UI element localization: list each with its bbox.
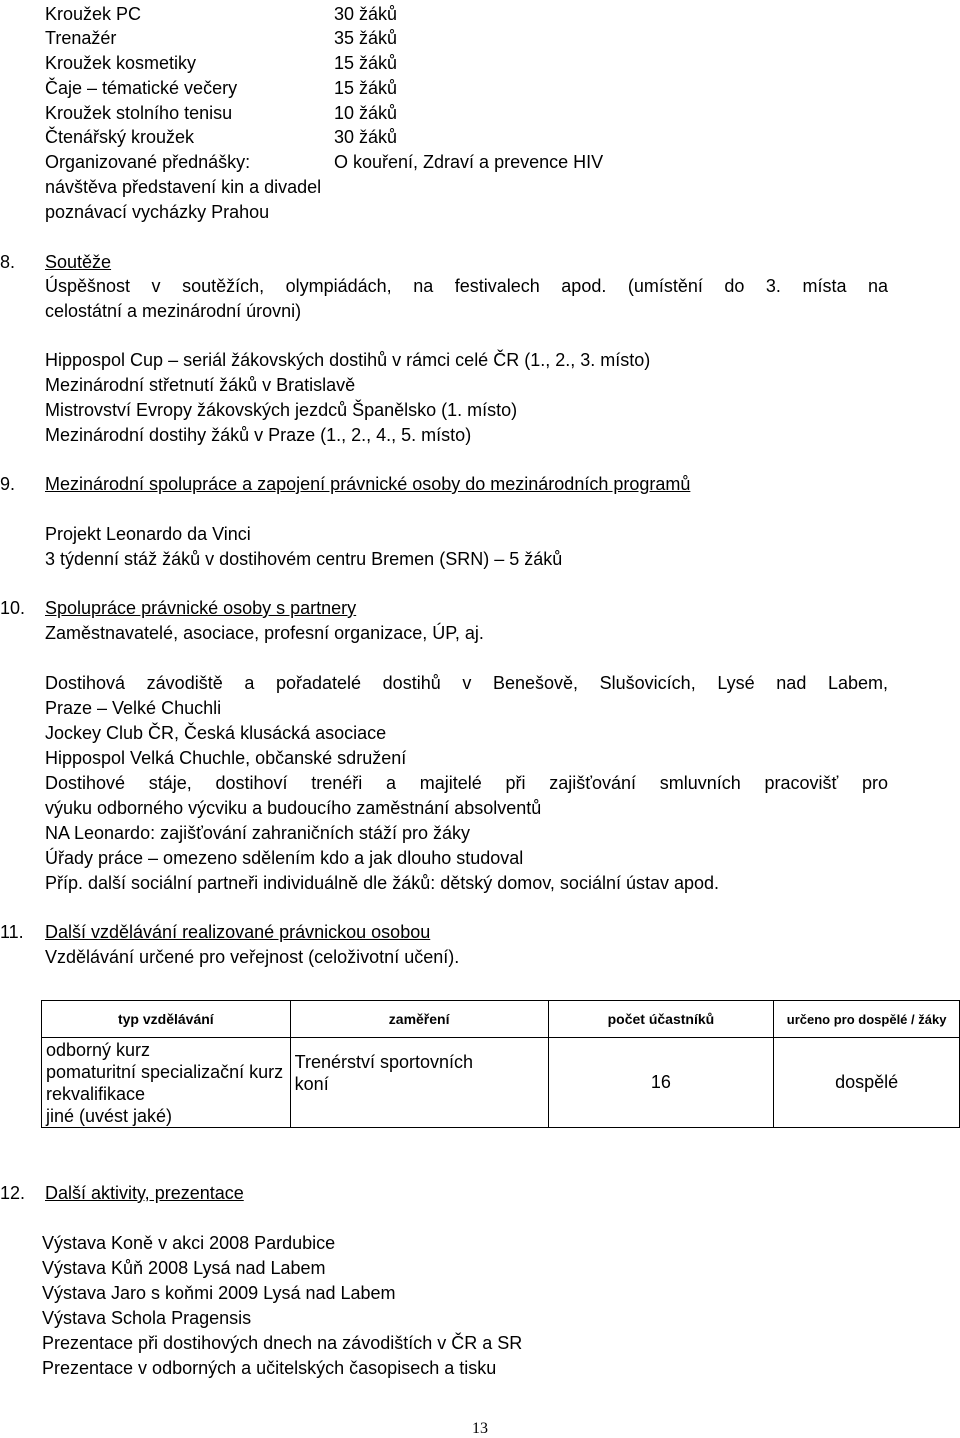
activity-name: Kroužek PC bbox=[45, 4, 142, 24]
section-number: 8. bbox=[0, 252, 16, 272]
section-paragraph: Úspěšnost v soutěžích, olympiádách, na festivalech apod. (umístění do 3. místa na bbox=[45, 276, 888, 296]
list-item: Jockey Club ČR, Česká klusácká asociace bbox=[45, 723, 387, 743]
section-number: 10. bbox=[0, 598, 26, 618]
list-item: výuku odborného výcviku a budoucího zaměstnání absolventů bbox=[45, 798, 542, 818]
list-item: Úřady práce – omezeno sdělením kdo a jak dlouho studoval bbox=[45, 848, 524, 868]
table-header: zaměření bbox=[290, 1001, 548, 1038]
list-item: Hippospol Velká Chuchle, občanské sdružení bbox=[45, 748, 407, 768]
list-item: Výstava Koně v akci 2008 Pardubice bbox=[42, 1233, 336, 1253]
list-item: 3 týdenní stáž žáků v dostihovém centru Bremen (SRN) – 5 žáků bbox=[45, 549, 563, 569]
table-cell-focus bbox=[290, 1038, 548, 1128]
table-cell-types bbox=[42, 1038, 291, 1128]
list-item: Praze – Velké Chuchli bbox=[45, 698, 222, 718]
table-cell-target: dospělé bbox=[774, 1038, 960, 1128]
list-item: Prezentace v odborných a učitelských časopisech a tisku bbox=[42, 1358, 497, 1378]
extra-activity: návštěva představení kin a divadel bbox=[45, 177, 322, 197]
section-title: Spolupráce právnické osoby s partnery bbox=[45, 598, 357, 618]
list-item: Hippospol Cup – seriál žákovských dostihů v rámci celé ČR (1., 2., 3. místo) bbox=[45, 350, 651, 370]
section-title: Další vzdělávání realizované právnickou osobou bbox=[45, 922, 431, 942]
activity-name: Kroužek kosmetiky bbox=[45, 53, 197, 73]
section-subtitle: Vzdělávání určené pro veřejnost (celoživotní učení). bbox=[45, 947, 460, 967]
activity-count: 15 žáků bbox=[334, 53, 398, 73]
activity-name: Čaje – tématické večery bbox=[45, 78, 238, 98]
activity-name: Čtenářský kroužek bbox=[45, 127, 195, 147]
section-paragraph: Dostihová závodiště a pořadatelé dostihů v Benešově, Slušovicích, Lysé nad Labem, bbox=[45, 673, 888, 693]
activity-count: 30 žáků bbox=[334, 4, 398, 24]
table-header: typ vzdělávání bbox=[42, 1001, 291, 1038]
section-subtitle: Zaměstnavatelé, asociace, profesní organizace, ÚP, aj. bbox=[45, 623, 484, 643]
extra-activity: poznávací vycházky Prahou bbox=[45, 202, 270, 222]
section-paragraph: Dostihové stáje, dostihoví trenéři a majitelé při zajišťování smluvních pracovišť pro bbox=[45, 773, 888, 793]
list-item: Výstava Jaro s koňmi 2009 Lysá nad Labem bbox=[42, 1283, 396, 1303]
table-header: počet účastníků bbox=[548, 1001, 774, 1038]
list-item: Výstava Schola Pragensis bbox=[42, 1308, 252, 1328]
lectures-label: Organizované přednášky: bbox=[45, 152, 251, 172]
section-number: 9. bbox=[0, 474, 16, 494]
list-item: Prezentace při dostihových dnech na závodištích v ČR a SR bbox=[42, 1333, 523, 1353]
table-header-row bbox=[42, 1001, 960, 1038]
list-item: Mistrovství Evropy žákovských jezdců Španělsko (1. místo) bbox=[45, 400, 518, 420]
section-title: Další aktivity, prezentace bbox=[45, 1183, 244, 1203]
education-focus: Trenérství sportovních koní bbox=[294, 1051, 474, 1094]
list-item: Mezinárodní střetnutí žáků v Bratislavě bbox=[45, 375, 356, 395]
education-type: odborný kurz bbox=[46, 1040, 151, 1060]
section-number: 12. bbox=[0, 1183, 26, 1203]
list-item: NA Leonardo: zajišťování zahraničních stáží pro žáky bbox=[45, 823, 470, 843]
activity-count: 15 žáků bbox=[334, 78, 398, 98]
activity-count: 10 žáků bbox=[334, 103, 398, 123]
education-table bbox=[41, 1000, 960, 1128]
section-title: Soutěže bbox=[45, 252, 112, 272]
activity-count: 35 žáků bbox=[334, 28, 398, 48]
education-type: rekvalifikace bbox=[46, 1084, 146, 1104]
activity-name: Trenažér bbox=[45, 28, 117, 48]
education-type: pomaturitní specializační kurz bbox=[46, 1062, 284, 1082]
education-type: jiné (uvést jaké) bbox=[46, 1106, 173, 1126]
list-item: Projekt Leonardo da Vinci bbox=[45, 524, 251, 544]
table-row bbox=[42, 1038, 960, 1128]
section-title: Mezinárodní spolupráce a zapojení právnické osoby do mezinárodních programů bbox=[45, 474, 691, 494]
list-item: Příp. další sociální partneři individuálně dle žáků: dětský domov, sociální ústav apod. bbox=[45, 873, 720, 893]
activity-count: 30 žáků bbox=[334, 127, 398, 147]
activity-name: Kroužek stolního tenisu bbox=[45, 103, 233, 123]
list-item: Mezinárodní dostihy žáků v Praze (1., 2., 4., 5. místo) bbox=[45, 425, 472, 445]
table-cell-count: 16 bbox=[548, 1038, 774, 1128]
lectures-topics: O kouření, Zdraví a prevence HIV bbox=[334, 152, 604, 172]
page-number: 13 bbox=[472, 1420, 488, 1437]
list-item: Výstava Kůň 2008 Lysá nad Labem bbox=[42, 1258, 326, 1278]
section-paragraph: celostátní a mezinárodní úrovni) bbox=[45, 301, 302, 321]
section-number: 11. bbox=[0, 922, 24, 942]
table-header: určeno pro dospělé / žáky bbox=[774, 1001, 960, 1038]
